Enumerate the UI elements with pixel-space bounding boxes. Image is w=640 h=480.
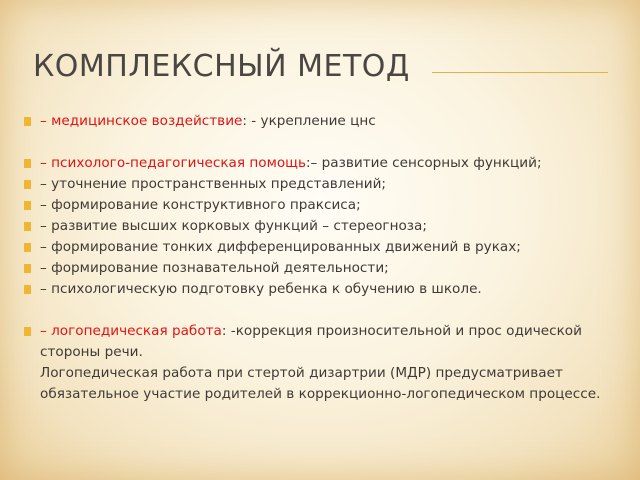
bullet-text: : -коррекция произносительной и прос одической стороны речи. (40, 323, 582, 360)
bullet-text: – развитие высших корковых функций – стереогноза; (40, 218, 427, 234)
paragraph-spacer (22, 132, 620, 153)
bullet-item (22, 111, 620, 132)
bullet-text: – уточнение пространственных представлений; (40, 176, 387, 192)
bullet-item (22, 216, 620, 237)
bullet-highlight: – психолого-педагогическая помощь (40, 155, 306, 171)
bullet-text: :– развитие сенсорных функций; (305, 155, 542, 171)
bullet-text: – формирование конструктивного праксиса; (40, 197, 361, 213)
note-paragraph: Логопедическая работа при стертой дизартрии (МДР) предусматривает обязательное участие родителей в коррекционно-логопедическом процессе. (40, 365, 601, 402)
bullet-item (22, 279, 620, 300)
slide-content (22, 111, 620, 405)
bullet-text: : - укрепление цнс (242, 113, 376, 129)
slide-title: КОМПЛЕКСНЫЙ МЕТОД (33, 49, 410, 84)
bullet-item (22, 153, 620, 174)
bullet-item (22, 258, 620, 279)
bullet-item (22, 321, 620, 363)
bullet-text: – психологическую подготовку ребенка к обучению в школе. (40, 281, 482, 297)
bullet-highlight: – медицинское воздействие (40, 113, 243, 129)
bullet-highlight: – логопедическая работа (40, 323, 222, 339)
bullet-item (22, 195, 620, 216)
bullet-text: – формирование тонких дифференцированных движений в руках; (40, 239, 521, 255)
title-underline (432, 72, 608, 73)
bullet-item (22, 237, 620, 258)
paragraph-spacer (22, 300, 620, 321)
bullet-text: – формирование познавательной деятельности; (40, 260, 389, 276)
bullet-item (22, 174, 620, 195)
